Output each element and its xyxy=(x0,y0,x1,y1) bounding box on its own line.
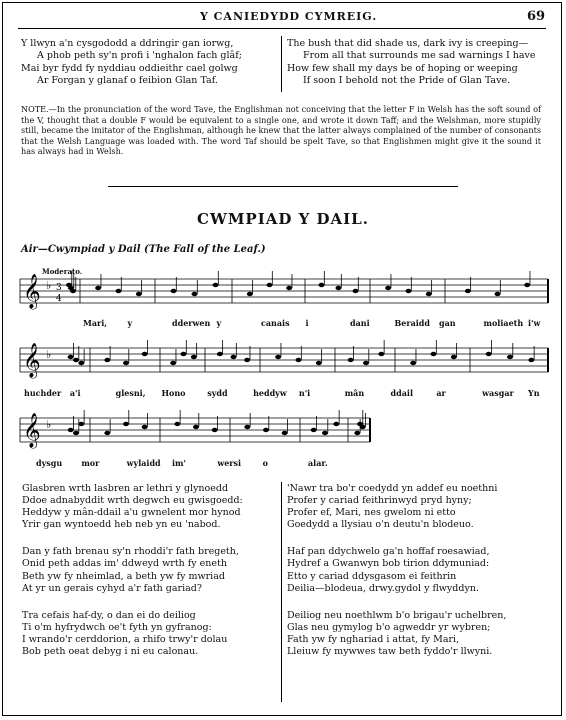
music-symbol: ♭ xyxy=(46,348,52,361)
verse-line: Goedydd a llysiau o'n deutu'n blodeuo. xyxy=(287,519,474,531)
music-symbol: ♭ xyxy=(46,279,52,292)
note-head xyxy=(319,283,325,287)
note-head xyxy=(73,358,79,362)
footnote: NOTE.—In the pronunciation of the word Tave, the Englishman not conceiving that the letter F in Welsh has the soft sound of the V, thought that a double F would be equivalent to a single one, and wrote it down Taff; and the Welshman, more stupidly still, became the imitator of the Englishman, although he knew that the latter always complained of the number of consonants that the Welsh Language was loaded with. The word Taf should be spelt Tave, so that Englishmen might give it the sound it has always had in Welsh. xyxy=(21,104,542,156)
lyric-syllable: heddyw xyxy=(253,388,287,398)
note-head xyxy=(212,428,218,432)
verse-line: 'Nawr tra bo'r coedydd yn addef eu noethni xyxy=(287,483,498,494)
note-head xyxy=(181,352,187,356)
note-head xyxy=(78,422,84,426)
note-head xyxy=(78,361,84,365)
verse-line: Glas neu gymylog b'o agweddr yr wybren; xyxy=(287,621,491,633)
music-symbol: 3 xyxy=(56,283,62,293)
running-header: Y CANIEDYDD CYMREIG. xyxy=(200,10,378,23)
verse-line: The bush that did shade us, dark ivy is creeping— xyxy=(287,38,529,49)
lyric-syllable: dderwen xyxy=(172,318,211,328)
lyric-syllable: i xyxy=(305,318,309,328)
note-head xyxy=(68,355,74,359)
note-head xyxy=(171,289,177,293)
note-head xyxy=(431,352,437,356)
note-head xyxy=(213,283,219,287)
note-head xyxy=(524,283,530,287)
music-symbol: ♭ xyxy=(46,418,52,431)
music-symbol: 𝄞 xyxy=(23,343,41,378)
note-head xyxy=(354,431,360,435)
lyric-syllable: wylaidd xyxy=(126,458,161,468)
note-head xyxy=(465,289,471,293)
note-head xyxy=(363,361,369,365)
lyric-syllable: dani xyxy=(350,318,370,328)
note-head xyxy=(353,289,359,293)
lyric-syllable: sydd xyxy=(207,388,228,398)
note-head xyxy=(507,355,513,359)
note-head xyxy=(378,352,384,356)
verse-line: Deilia—blodeua, drwy.gydol y flwyddyn. xyxy=(287,582,479,594)
music-symbol: 𝄞 xyxy=(23,274,41,309)
note-head xyxy=(193,425,199,429)
note-head xyxy=(263,428,269,432)
verse-line: Profer y cariad feithrinwyd pryd hyny; xyxy=(287,495,472,507)
tempo-marking: Moderato. xyxy=(42,267,83,276)
note-head xyxy=(451,355,457,359)
verse-line: I wrando'r cerddorion, a rhifo trwy'r dolau xyxy=(22,633,228,645)
music-symbol: 4 xyxy=(56,294,62,304)
verse-line: Tra cefais haf-dy, o dan ei do deiliog xyxy=(22,609,196,621)
note-head xyxy=(170,361,176,365)
lyric-syllable: Beraidd xyxy=(394,318,430,328)
lyric-syllable: canais xyxy=(261,318,290,328)
note-head xyxy=(123,422,129,426)
note-head xyxy=(336,286,342,290)
verse-line: Hydref a Gwanwyn bob tirion ddymuniad: xyxy=(287,558,490,570)
note-head xyxy=(333,422,339,426)
note-head xyxy=(95,286,101,290)
verse-line: Y llwyn a'n cysgododd a ddringir gan iorwg, xyxy=(21,38,234,49)
lyric-syllable: wasgar xyxy=(482,388,514,398)
note-head xyxy=(348,358,354,362)
column-divider xyxy=(281,482,282,702)
verse-line: Dan y fath brenau sy'n rhoddi'r fath bregeth, xyxy=(22,546,239,558)
note-head xyxy=(360,425,366,429)
lyric-syllable: glesni, xyxy=(115,388,146,398)
lyric-syllable: wersi xyxy=(217,458,242,468)
verse-line: Mai byr fydd fy nyddiau oddieithr cael golwg xyxy=(21,62,238,74)
note-head xyxy=(123,361,129,365)
note-head xyxy=(247,292,253,296)
verses-right xyxy=(287,483,506,658)
lyric-syllable: o xyxy=(262,458,268,468)
lyric-syllable: ddail xyxy=(390,388,413,398)
note-head xyxy=(142,352,148,356)
note-head xyxy=(385,286,391,290)
note-head xyxy=(73,431,79,435)
verse-line: Fath yw fy nghariad i attat, fy Mari, xyxy=(287,633,460,645)
note-head xyxy=(136,292,142,296)
note-head xyxy=(426,292,432,296)
lyric-syllable: huchder xyxy=(24,388,62,398)
note-head xyxy=(282,431,288,435)
verse-line: Beth yw fy nheimlad, a beth yw fy mwriad xyxy=(22,570,225,582)
note-head xyxy=(104,431,110,435)
note-head xyxy=(528,358,534,362)
note-head xyxy=(217,352,223,356)
verse-line: Haf pan ddychwelo ga'n hoffaf roesawiad, xyxy=(287,546,490,558)
note-head xyxy=(104,358,110,362)
note-head xyxy=(311,428,317,432)
verse-line: Onid peth addas im' ddweyd wrth fy eneth xyxy=(22,558,227,570)
verse-line: Bob peth oeat debyg i ni eu calonau. xyxy=(22,646,199,658)
note-head xyxy=(267,283,273,287)
verse-line: Profer ef, Mari, nes gwelom ni etto xyxy=(287,507,456,519)
note-head xyxy=(296,358,302,362)
lyric-syllable: Hono xyxy=(161,388,186,398)
lyric-syllable: Mari, xyxy=(83,318,108,328)
verse-line: How few shall my days be of hoping or weeping xyxy=(287,62,518,74)
lyric-syllable: mân xyxy=(344,388,365,398)
lyric-syllable: y xyxy=(216,318,222,328)
lyric-syllable: moliaeth xyxy=(483,318,524,328)
lyric-syllable: i'w xyxy=(528,318,541,328)
note-head xyxy=(495,292,501,296)
verse-line: From all that surrounds me sad warnings I have xyxy=(303,50,536,62)
note-head xyxy=(191,355,197,359)
verse-line: Ti o'm hyfrydwch oe't fyth yn gyfranog: xyxy=(22,621,212,633)
note-head xyxy=(410,361,416,365)
verse-line: Deiliog neu noethlwm b'o brigau'r uchelbren, xyxy=(287,609,507,621)
note-head xyxy=(322,431,328,435)
lyric-syllable: dysgu xyxy=(36,458,63,468)
verse-line: If soon I behold not the Pride of Glan Tave. xyxy=(303,75,511,87)
verse-line: Ddoe adnabyddit wrth degwch eu gwisgoedd: xyxy=(22,495,243,507)
lyric-syllable: n'i xyxy=(298,388,311,398)
note-head xyxy=(68,428,74,432)
music-symbol: 𝄞 xyxy=(23,413,41,448)
note-head xyxy=(316,361,322,365)
verse-line: Yrir gan wyntoedd heb neb yn eu 'nabod. xyxy=(22,519,221,531)
note-head xyxy=(174,422,180,426)
note-head xyxy=(192,292,198,296)
verse-line: Etto y cariad ddysgasom ei feithrin xyxy=(287,570,457,582)
lyric-syllable: a'i xyxy=(69,388,81,398)
lyric-syllable: im' xyxy=(172,458,186,468)
air-line: Air—Cwympiad y Dail (The Fall of the Leaf.) xyxy=(21,244,266,255)
lyric-syllable: gan xyxy=(439,318,456,328)
lyric-syllable: Yn xyxy=(528,388,540,398)
note-head xyxy=(486,352,492,356)
verse-line: Glasbren wrth lasbren ar lethri y glynoedd xyxy=(22,483,229,494)
lyric-syllable: y xyxy=(127,318,133,328)
lyric-syllable: mor xyxy=(81,458,100,468)
verse-line: Ar Forgan y glanaf o feibion Glan Taf. xyxy=(37,75,218,87)
song-title: CWMPIAD Y DAIL. xyxy=(197,210,369,228)
verses-left xyxy=(22,483,243,658)
note-head xyxy=(70,289,76,293)
note-head xyxy=(231,355,237,359)
note-head xyxy=(244,358,250,362)
verse-line: Heddyw y mân-ddail a'u gwnelent mor hynod xyxy=(22,507,241,519)
page-number: 69 xyxy=(527,9,546,24)
note-head xyxy=(286,286,292,290)
note-head xyxy=(244,425,250,429)
lyric-syllable: alar. xyxy=(308,458,328,468)
lyric-syllable: ar xyxy=(436,388,446,398)
note-head xyxy=(406,289,412,293)
verse-line: A phob peth sy'n profi i 'nghalon fach glâf; xyxy=(37,50,242,62)
note-head xyxy=(116,289,122,293)
verse-line: At yr un gerais cyhyd a'r fath gariad? xyxy=(22,582,202,594)
note-head xyxy=(142,425,148,429)
note-head xyxy=(275,355,281,359)
verse-line: Lleiuw fy mywwes taw beth fyddo'r llwyni. xyxy=(287,646,493,658)
